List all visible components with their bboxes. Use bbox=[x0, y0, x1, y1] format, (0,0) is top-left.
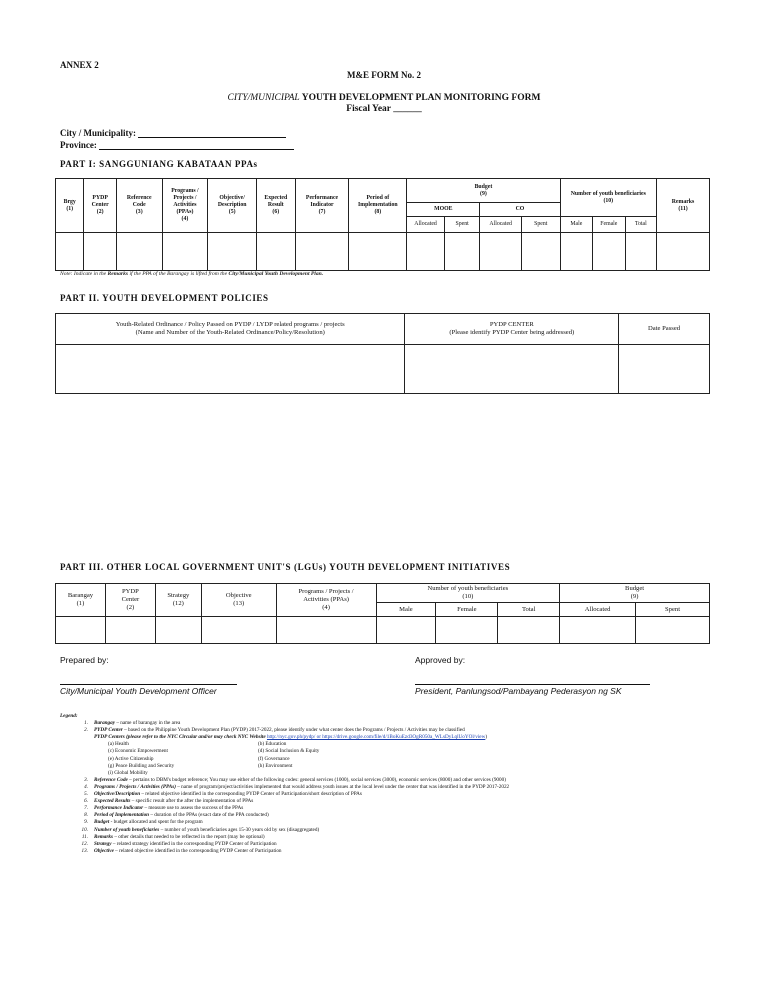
legend-item-desc: – measure use to assess the success of the PPAs bbox=[143, 805, 244, 812]
pydp-center-row bbox=[60, 756, 720, 763]
annex-label: ANNEX 2 bbox=[60, 60, 99, 70]
legend-item-term: Performance Indicator bbox=[94, 805, 144, 812]
pydp-link[interactable]: http://nyc.gov.ph/pydp/ or https://drive.google.com/file/d/1BoKuEzd3OgR050a_WLsDyLqlUoYOl/view bbox=[266, 734, 486, 741]
approved-signature-line[interactable] bbox=[415, 684, 650, 685]
col-pydp-center: PYDP Center (2) bbox=[84, 179, 116, 233]
legend-item-number: 2. bbox=[84, 727, 88, 734]
form-title-rest: YOUTH DEVELOPMENT PLAN MONITORING FORM bbox=[299, 93, 541, 103]
legend-item bbox=[60, 777, 720, 784]
col-date-passed: Date Passed bbox=[619, 314, 710, 345]
legend-item-number: 4. bbox=[84, 783, 88, 790]
col-objective: Objective (13) bbox=[201, 584, 276, 617]
col-male: Male bbox=[376, 603, 436, 617]
col-mooe-allocated: Allocated bbox=[407, 217, 445, 233]
col-co-allocated: Allocated bbox=[480, 217, 522, 233]
part1-title: PART I: SANGGUNIANG KABATAAN PPAs bbox=[60, 159, 258, 169]
col-youth-beneficiaries: Number of youth beneficiaries (10) bbox=[560, 179, 656, 217]
legend bbox=[60, 713, 720, 855]
legend-item-desc: – related objective identified in the corresponding PYDP Center of Participation bbox=[113, 847, 282, 854]
part1-note bbox=[60, 271, 323, 277]
col-brgy: Brgy (1) bbox=[56, 179, 84, 233]
legend-item bbox=[60, 841, 720, 848]
pydp-center-item: (f) Governance bbox=[258, 755, 290, 762]
legend-item-number: 6. bbox=[84, 798, 88, 805]
col-co: CO bbox=[480, 203, 560, 217]
part1-table bbox=[55, 178, 710, 271]
legend-item-desc: - budget allocated and spent for the program bbox=[109, 819, 203, 826]
col-female: Female bbox=[593, 217, 625, 233]
col-total: Total bbox=[625, 217, 656, 233]
pydp-center-row bbox=[60, 763, 720, 770]
legend-item-term: Expected Results bbox=[94, 798, 131, 805]
col-remarks: Remarks (11) bbox=[657, 179, 710, 233]
legend-item-desc: – name of barangay in the area bbox=[115, 720, 181, 727]
pydp-center-row bbox=[60, 770, 720, 777]
form-number: M&E FORM No. 2 bbox=[347, 70, 421, 80]
city-label: City / Municipality: bbox=[60, 128, 136, 138]
legend-item-term: Objective/Description bbox=[94, 791, 141, 798]
legend-item-number: 12. bbox=[81, 840, 88, 847]
legend-item-term: Number of youth beneficiaries bbox=[94, 826, 160, 833]
legend-item bbox=[60, 827, 720, 834]
pydp-center-item: (c) Economic Empowerment bbox=[108, 748, 168, 755]
col-male: Male bbox=[560, 217, 592, 233]
col-reference-code: Reference Code (3) bbox=[116, 179, 162, 233]
legend-item bbox=[60, 784, 720, 791]
col-expected-result: Expected Result (6) bbox=[257, 179, 296, 233]
legend-item-number: 13. bbox=[81, 847, 88, 854]
legend-item-number: 10. bbox=[81, 826, 88, 833]
legend-item-desc: – related objective identified in the corresponding PYDP Center of Participation/short description of PPAs bbox=[140, 791, 362, 798]
legend-item-term: Strategy bbox=[94, 840, 112, 847]
legend-item-number: 9. bbox=[84, 819, 88, 826]
legend-item-term: Objective bbox=[94, 847, 114, 854]
pydp-center-item: (d) Social Inclusion & Equity bbox=[258, 748, 320, 755]
legend-item-term: PYDP Center bbox=[94, 727, 123, 734]
col-barangay: Barangay (1) bbox=[56, 584, 106, 617]
legend-item-term: Budget bbox=[94, 819, 110, 826]
col-budget: Budget (9) bbox=[407, 179, 560, 203]
legend-item-term: Barangay bbox=[94, 720, 116, 727]
part3-table bbox=[55, 583, 710, 644]
legend-item bbox=[60, 848, 720, 855]
part2-title: PART II. YOUTH DEVELOPMENT POLICIES bbox=[60, 293, 269, 303]
part3-title: PART III. OTHER LOCAL GOVERNMENT UNIT'S (LGUs) YOUTH DEVELOPMENT INITIATIVES bbox=[60, 562, 511, 572]
legend-item-number: 8. bbox=[84, 812, 88, 819]
legend-item-number: 11. bbox=[81, 833, 88, 840]
table-row bbox=[56, 345, 710, 394]
approved-title: President, Panlungsod/Pambayang Pederasyon ng SK bbox=[415, 686, 622, 696]
prepared-by-label: Prepared by: bbox=[60, 655, 109, 665]
legend-item-desc: – specific result after the after the implementation of PPAs bbox=[130, 798, 254, 805]
pydp-note-term: PYDP Centers (please refer to the NYC Circular and/or may check NYC Website bbox=[94, 734, 266, 741]
fiscal-year: Fiscal Year ______ bbox=[346, 104, 422, 114]
prepared-title: City/Municipal Youth Development Officer bbox=[60, 686, 217, 696]
legend-item-desc: – pertains to DBM's budget reference; You may use either of the following codes: general services (1000), social services (3000), economic services (8000) and other services (9000) bbox=[127, 776, 506, 783]
legend-item-term: Period of Implementation bbox=[94, 812, 150, 819]
note-mid: if the PPA of the Barangay is lifted from the bbox=[128, 271, 229, 277]
col-performance-indicator: Performance Indicator (7) bbox=[295, 179, 349, 233]
table-row bbox=[56, 233, 710, 271]
legend-item-number: 1. bbox=[84, 720, 88, 727]
col-pydp-center: PYDP Center (2) bbox=[105, 584, 155, 617]
legend-item-desc: – name of program/project/activities implemented that would address youth issues at the local level under the center that was identified in the PYDP 2017-2022 bbox=[175, 783, 510, 790]
legend-item bbox=[60, 834, 720, 841]
pydp-center-item: (e) Active Citizenship bbox=[108, 755, 154, 762]
legend-item-number: 5. bbox=[84, 791, 88, 798]
city-input-line[interactable] bbox=[138, 128, 286, 138]
col-mooe: MOOE bbox=[407, 203, 480, 217]
legend-item bbox=[60, 819, 720, 826]
col-ppas: Programs / Projects / Activities (PPAs) (4) bbox=[276, 584, 376, 617]
legend-item-desc: – based on the Philippine Youth Development Plan (PYDP) 2017-2022, please identify under what center does the Programs / Projects / Activities may be classified bbox=[122, 727, 465, 734]
city-field bbox=[60, 128, 286, 138]
col-youth-beneficiaries: Number of youth beneficiaries (10) bbox=[376, 584, 560, 603]
prepared-signature-line[interactable] bbox=[60, 684, 237, 685]
col-pydp-center-addressed: PYDP CENTER (Please identify PYDP Center being addressed) bbox=[405, 314, 619, 345]
province-input-line[interactable] bbox=[99, 140, 294, 150]
col-ppas: Programs / Projects / Activities (PPAs) (4) bbox=[162, 179, 208, 233]
part2-table bbox=[55, 313, 710, 394]
col-allocated: Allocated bbox=[560, 603, 636, 617]
pydp-center-item: (a) Health bbox=[108, 741, 129, 748]
pydp-center-item: (i) Global Mobility bbox=[108, 769, 148, 776]
form-title bbox=[0, 93, 768, 103]
legend-item-term: Remarks bbox=[94, 833, 114, 840]
note-remarks: Remarks bbox=[107, 271, 129, 277]
legend-title: Legend: bbox=[60, 713, 78, 719]
table-row bbox=[56, 617, 710, 644]
legend-item-number: 7. bbox=[84, 805, 88, 812]
col-co-spent: Spent bbox=[522, 217, 561, 233]
province-field bbox=[60, 140, 294, 150]
col-spent: Spent bbox=[636, 603, 710, 617]
legend-item-desc: – duration of the PPAs (exact date of the PPA conducted) bbox=[149, 812, 269, 819]
pydp-center-item: (b) Education bbox=[258, 741, 287, 748]
note-prefix: Note: Indicate in the bbox=[60, 271, 108, 277]
col-total: Total bbox=[498, 603, 560, 617]
pydp-note-end: ) bbox=[485, 734, 488, 741]
legend-item-term: Programs / Projects / Activities (PPAs) bbox=[94, 783, 176, 790]
form-title-italic: CITY/MUNICIPAL bbox=[227, 93, 300, 103]
legend-item-desc: – related strategy identified in the corresponding PYDP Center of Participation bbox=[111, 840, 277, 847]
legend-item-term: Reference Code bbox=[94, 776, 128, 783]
col-ordinance: Youth-Related Ordinance / Policy Passed on PYDP / LYDP related programs / projects (Name and Number of the Youth-Related Ordinance/Policy/Resolution) bbox=[56, 314, 405, 345]
col-female: Female bbox=[436, 603, 498, 617]
col-objective: Objective/ Description (5) bbox=[208, 179, 257, 233]
province-label: Province: bbox=[60, 140, 97, 150]
pydp-center-item: (g) Peace Building and Security bbox=[108, 762, 175, 769]
legend-item-desc: – number of youth beneficiaries ages 15-30 years old by sex (disaggregated) bbox=[159, 826, 320, 833]
pydp-centers-note bbox=[60, 734, 720, 741]
pydp-center-item: (h) Environment bbox=[258, 762, 293, 769]
approved-by-label: Approved by: bbox=[415, 655, 466, 665]
col-period: Period of Implementation (8) bbox=[349, 179, 407, 233]
pydp-center-row bbox=[60, 748, 720, 755]
legend-item-number: 3. bbox=[84, 776, 88, 783]
col-strategy: Strategy (12) bbox=[155, 584, 201, 617]
col-mooe-spent: Spent bbox=[444, 217, 480, 233]
note-end: City/Municipal Youth Development Plan. bbox=[228, 271, 324, 277]
col-budget: Budget (9) bbox=[560, 584, 710, 603]
legend-item-desc: – other details that needed to be reflected in the report (may be optional) bbox=[113, 833, 265, 840]
